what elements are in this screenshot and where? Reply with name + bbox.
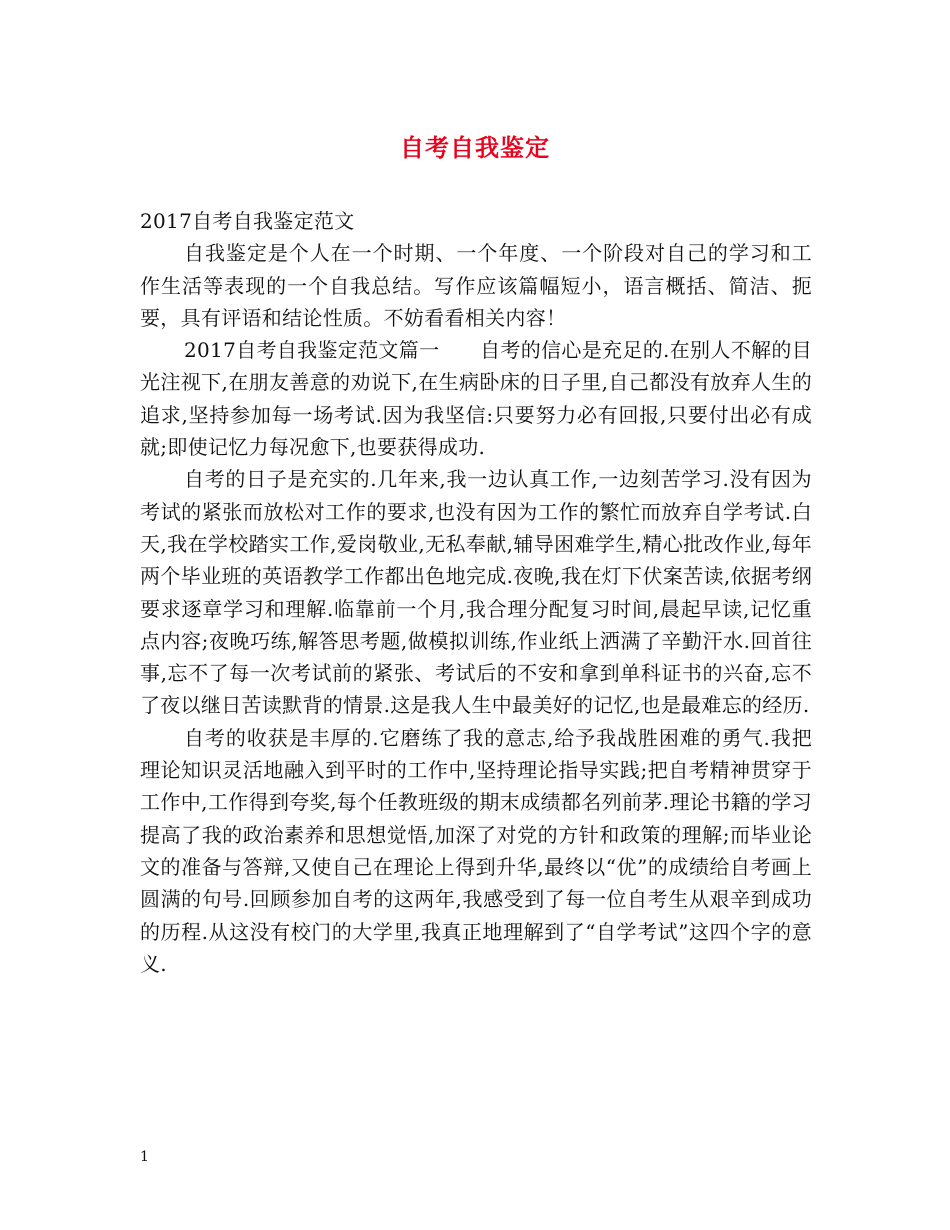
paragraph-study-days: 自考的日子是充实的.几年来,我一边认真工作,一边刻苦学习.没有因为考试的紧张而放松对工作的要求,也没有因为工作的繁忙而放弃自学考试.白天,我在学校踏实工作,爱岗敬业,无私奉献,辅导困难学生,精心批改作业,每年两个毕业班的英语教学工作都出色地完成.夜晚,我在灯下伏案苦读,依据考纲要求逐章学习和理解.临靠前一个月,我合理分配复习时间,晨起早读,记忆重点内容;夜晚巧练,解答思考题,做模拟训练,作业纸上洒满了辛勤汗水.回首往事,忘不了每一次考试前的紧张、考试后的不安和拿到单科证书的兴奋,忘不了夜以继日苦读默背的情景.这是我人生中最美好的记忆,也是最难忘的经历.	[140, 467, 812, 718]
page-number: 1	[140, 1149, 149, 1165]
document-title: 自考自我鉴定	[400, 133, 550, 162]
paragraph-intro: 自我鉴定是个人在一个时期、一个年度、一个阶段对自己的学习和工作生活等表现的一个自我总结。写作应该篇幅短小，语言概括、简洁、扼要，具有评语和结论性质。不妨看看相关内容！	[140, 241, 812, 330]
paragraph-harvest: 自考的收获是丰厚的.它磨练了我的意志,给予我战胜困难的勇气.我把理论知识灵活地融入到平时的工作中,坚持理论指导实践;把自考精神贯穿于工作中,工作得到夸奖,每个任教班级的期末成绩都名列前茅.理论书籍的学习提高了我的政治素养和思想觉悟,加深了对党的方针和政策的理解;而毕业论文的准备与答辩,又使自己在理论上得到升华,最终以“优”的成绩给自考画上圆满的句号.回顾参加自考的这两年,我感受到了每一位自考生从艰辛到成功的历程.从这没有校门的大学里,我真正地理解到了“自学考试”这四个字的意义.	[140, 725, 812, 976]
document-body	[140, 205, 812, 980]
document-subtitle: 2017自考自我鉴定范文	[140, 209, 355, 233]
paragraph-confidence: 2017自考自我鉴定范文篇一 自考的信心是充足的.在别人不解的目光注视下,在朋友善意的劝说下,在生病卧床的日子里,自己都没有放弃人生的追求,坚持参加每一场考试.因为我坚信:只要努力必有回报,只要付出必有成就;即使记忆力每况愈下,也要获得成功.	[140, 338, 812, 460]
